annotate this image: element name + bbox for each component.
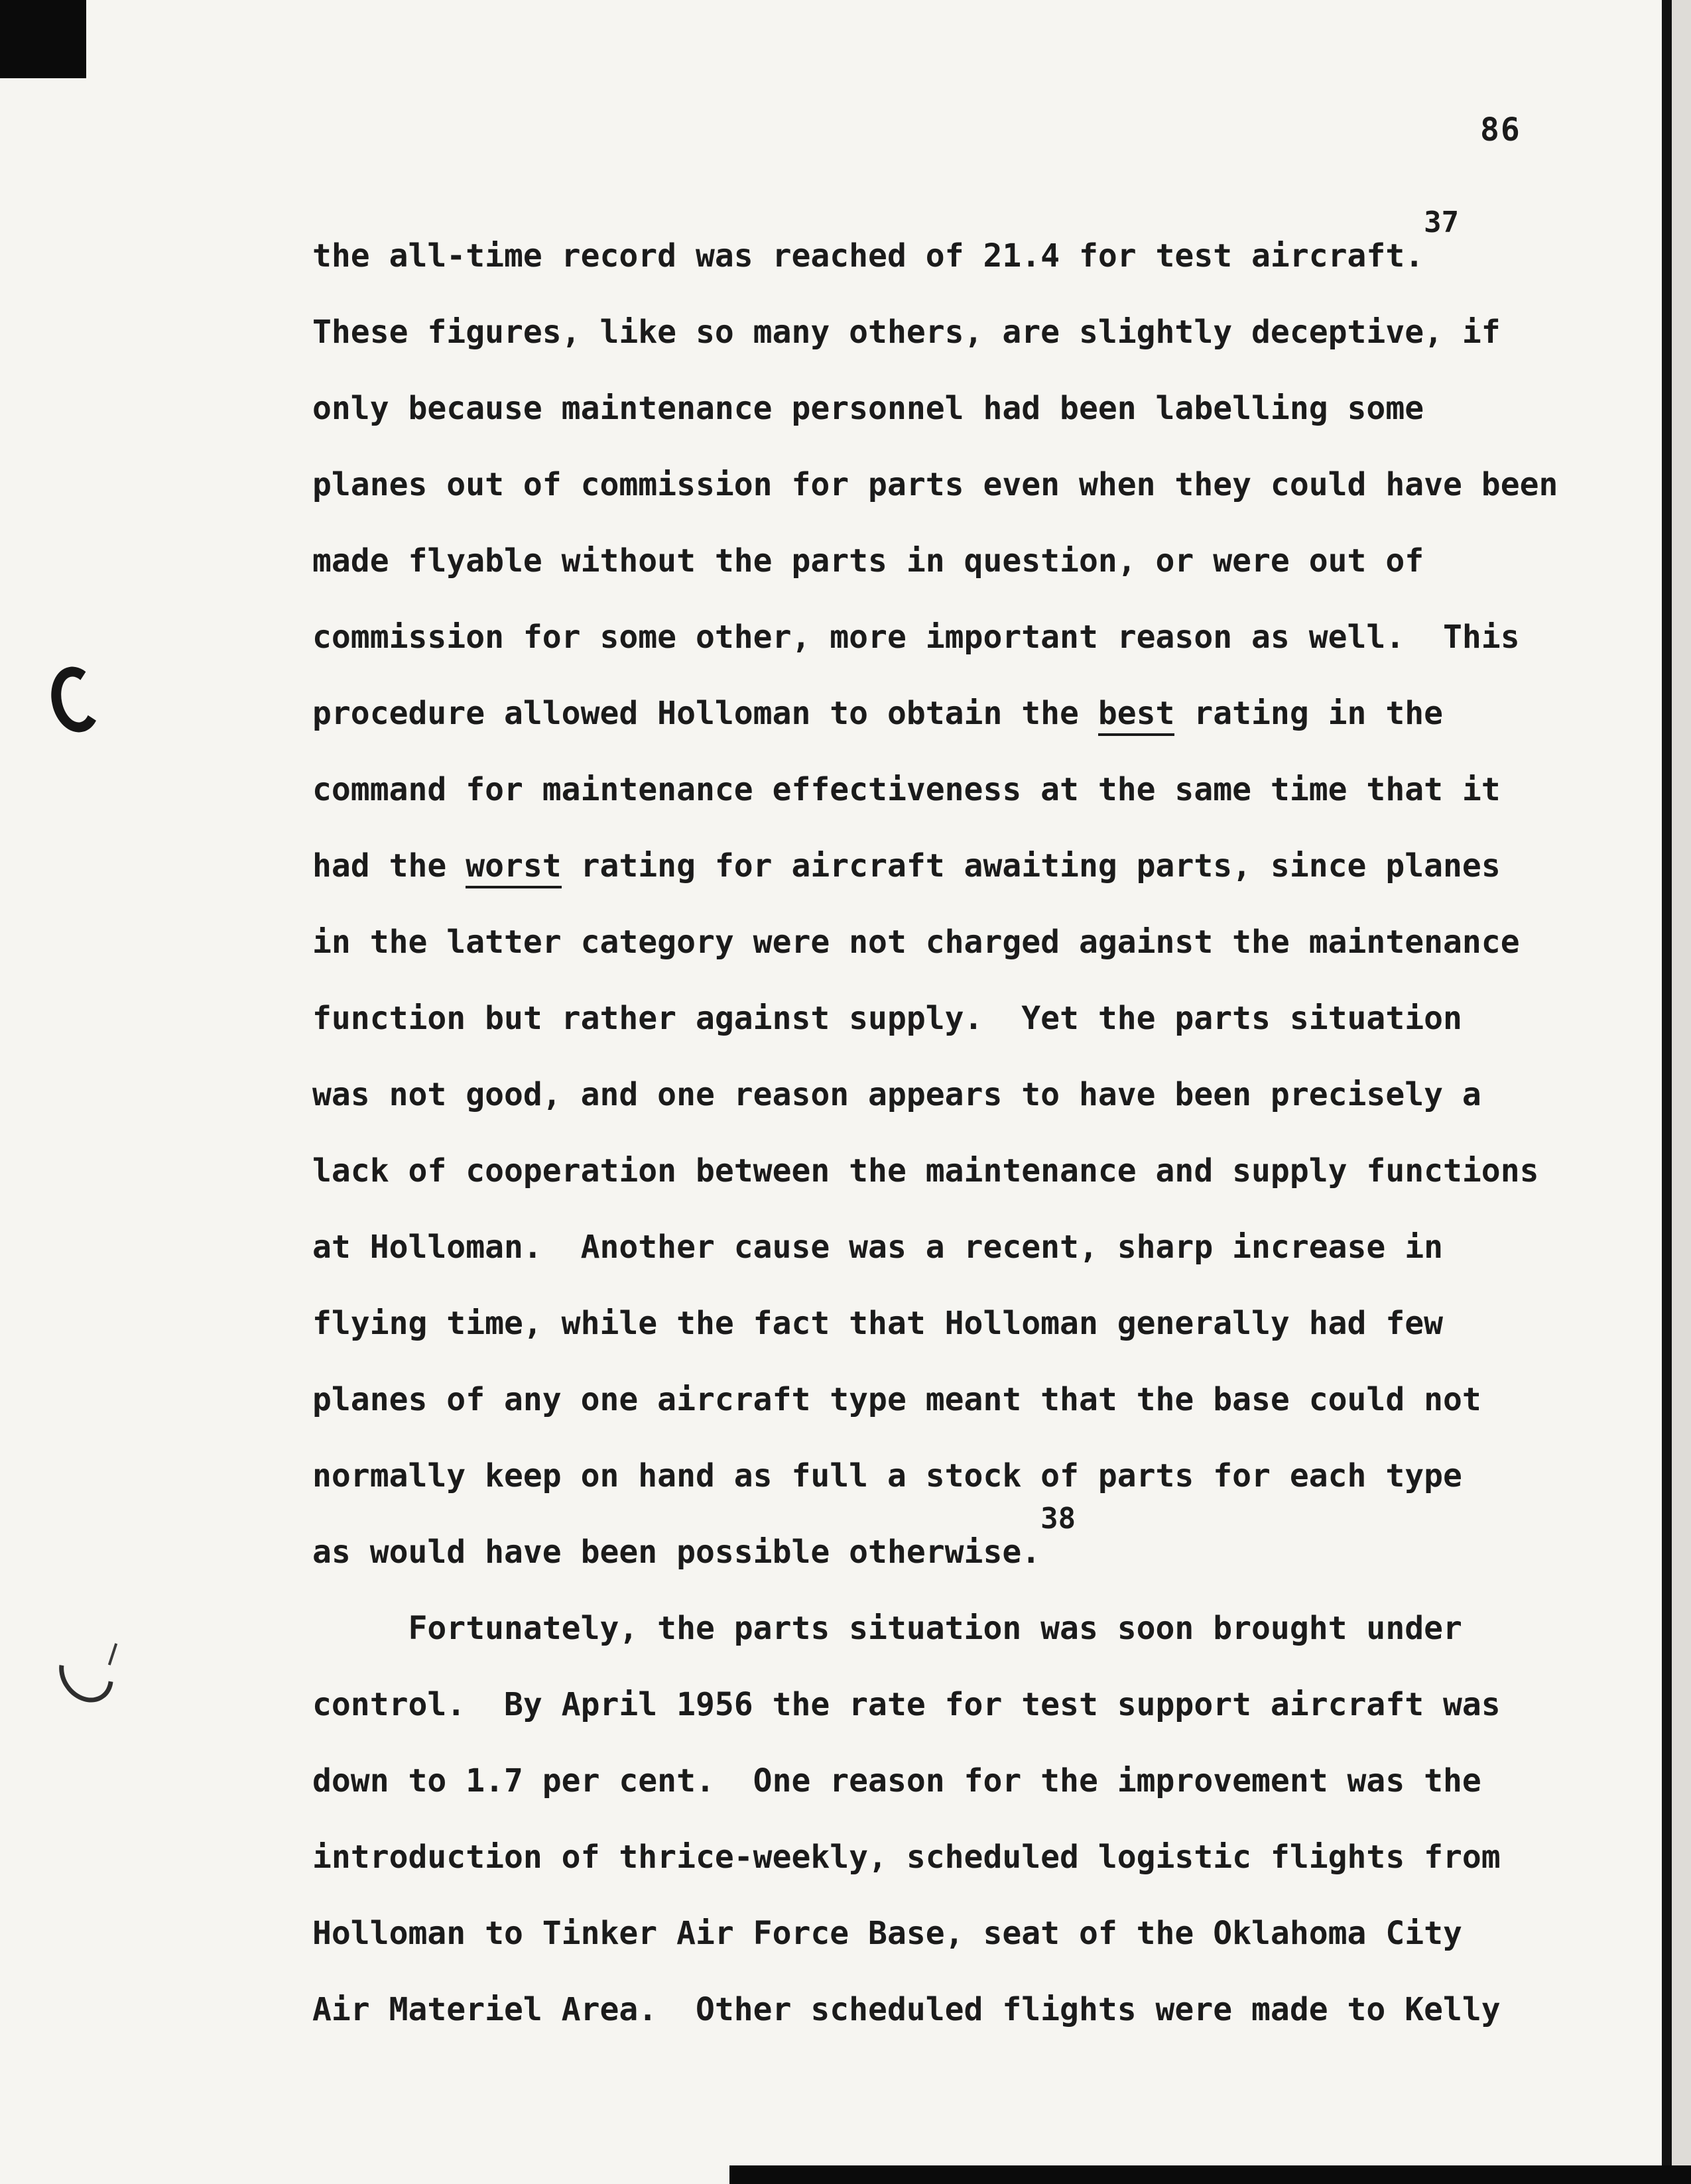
text-line [312,523,1625,599]
text-segment: introduction of thrice-weekly, scheduled logistic flights from [312,1839,1501,1876]
text-segment: at Holloman. Another cause was a recent, sharp increase in [312,1229,1444,1266]
text-line [312,752,1625,828]
text-segment: made flyable without the parts in question, or were out of [312,542,1424,579]
text-line [312,1667,1625,1743]
text-line [312,371,1625,447]
text-segment: in the latter category were not charged against the maintenance [312,924,1520,961]
text-segment: worst [466,847,562,888]
text-segment: flying time, while the fact that Holloman generally had few [312,1305,1444,1342]
text-segment: control. By April 1956 the rate for test support aircraft was [312,1686,1501,1723]
scan-right-margin [1671,0,1691,2184]
text-line [312,1362,1625,1438]
text-segment: command for maintenance effectiveness at the same time that it [312,771,1501,808]
text-segment: was not good, and one reason appears to have been precisely a [312,1076,1481,1113]
text-line [312,676,1625,752]
text-line [312,828,1625,904]
text-segment: These figures, like so many others, are slightly deceptive, if [312,314,1501,351]
scan-right-edge-bar [1662,0,1672,2184]
hole-punch-mark-lower [48,1634,124,1713]
hole-punch-mark-lower-tick [108,1643,117,1666]
text-segment: planes out of commission for parts even when they could have been [312,466,1558,503]
text-line [312,981,1625,1057]
text-line [312,904,1625,981]
text-segment: normally keep on hand as full a stock of parts for each type [312,1457,1462,1494]
scan-bottom-edge-bar [729,2165,1691,2184]
text-segment: Holloman to Tinker Air Force Base, seat of the Oklahoma City [312,1915,1462,1952]
text-segment: best [1098,695,1175,736]
text-segment: procedure allowed Holloman to obtain the [312,695,1098,732]
page-number: 86 [1480,111,1521,149]
text-segment: rating in the [1174,695,1444,732]
text-line [312,294,1625,371]
text-segment: Fortunately, the parts situation was soon brought under [312,1610,1462,1647]
text-line [312,1819,1625,1896]
text-segment: commission for some other, more important reason as well. This [312,619,1520,656]
text-segment: had the [312,847,466,884]
text-line [312,206,1625,294]
text-segment: lack of cooperation between the maintenance and supply functions [312,1152,1539,1189]
text-segment: the all-time record was reached of 21.4 for test aircraft. [312,237,1424,274]
text-segment: Air Materiel Area. Other scheduled flights were made to Kelly [312,1991,1501,2028]
text-line [312,599,1625,676]
text-line [312,1743,1625,1819]
paragraph [312,1591,1625,2048]
text-line [312,1502,1625,1591]
text-line [312,1896,1625,1972]
text-segment: down to 1.7 per cent. One reason for the improvement was the [312,1762,1481,1799]
text-line [312,1972,1625,2048]
text-segment: function but rather against supply. Yet the parts situation [312,1000,1462,1037]
text-line [312,1057,1625,1133]
text-segment: rating for aircraft awaiting parts, since planes [561,847,1501,884]
text-line [312,447,1625,523]
text-line [312,1591,1625,1667]
text-segment: planes of any one aircraft type meant that the base could not [312,1381,1481,1418]
footnote-reference: 38 [1040,1502,1076,1536]
scan-corner-black-mark [0,0,86,78]
text-segment: only because maintenance personnel had been labelling some [312,390,1424,427]
text-line [312,1286,1625,1362]
text-segment: as would have been possible otherwise. [312,1534,1041,1571]
hole-punch-mark-upper [45,662,105,737]
text-block [312,206,1625,2048]
text-line [312,1133,1625,1209]
footnote-reference: 37 [1424,206,1460,239]
paragraph [312,206,1625,1591]
text-line [312,1209,1625,1286]
text-line [312,1438,1625,1514]
